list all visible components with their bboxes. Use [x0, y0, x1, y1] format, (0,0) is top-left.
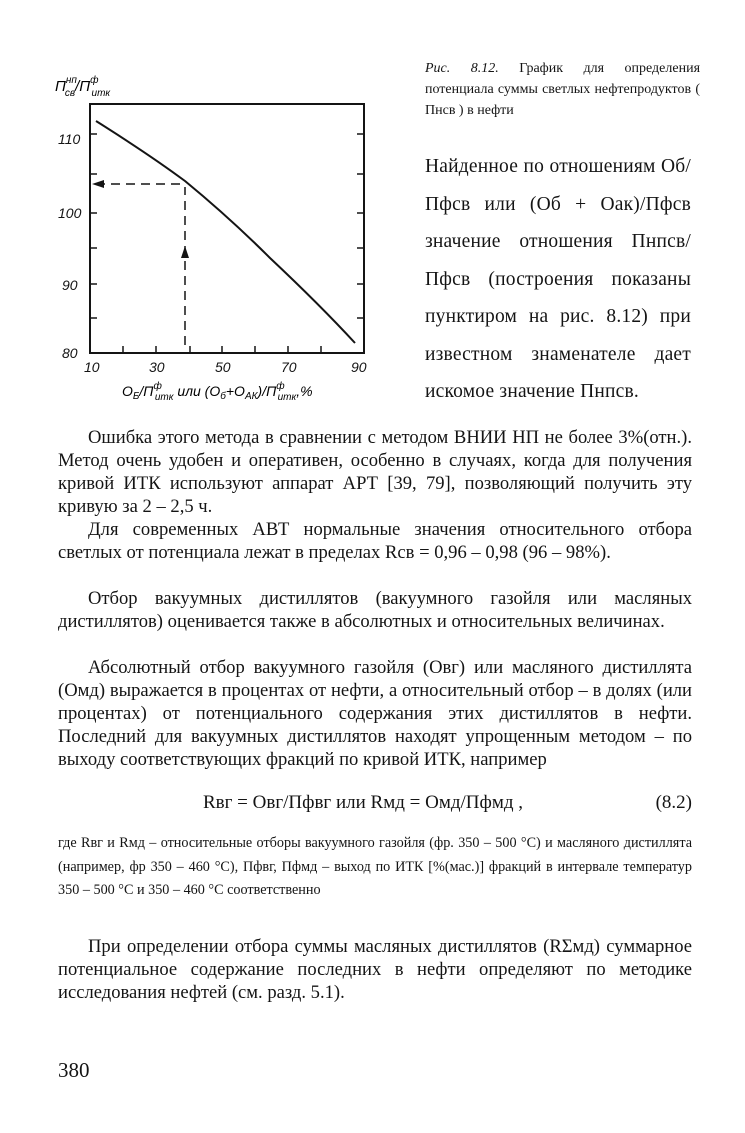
- caption-number: Рис. 8.12.: [425, 61, 499, 76]
- xtick-30: 30: [149, 359, 165, 375]
- arrow-up: [181, 246, 189, 258]
- xtick-90: 90: [351, 359, 367, 375]
- graph-ylabel: $П^{нп}$ $св/П^ф$ итк: [55, 75, 111, 99]
- page-number: 380: [58, 1058, 90, 1082]
- ytick-80: 80: [62, 345, 78, 361]
- graph-curve: [96, 121, 355, 343]
- paragraph-1: Ошибка этого метода в сравнении с методом ВНИИ НП не более 3%(отн.). Метод очень удобен и оперативен, особенно в случаях, когда для получения кривой ИТК используют аппарат АРТ [39, 79], позволяющий получить эту кривую за 2 – 2,5 ч.: [58, 427, 692, 517]
- caption-text: График для определения потенциала суммы светлых нефтепродуктов ( Пнсв ) в нефти: [425, 61, 701, 118]
- arrow-left: [92, 180, 104, 188]
- ytick-100: 100: [58, 205, 82, 221]
- paragraph-4: Абсолютный отбор вакуумного газойля (Овг) или масляного дистиллята (Омд) выражается в процентах от нефти, а относительный отбор – в долях (или процентах) от потенциального содержания этих дистиллятов в нефти. Последний для вакуумных дистиллятов находят упрощенным методом – по выходу соответствующих фракций по кривой ИТК, например: [58, 657, 692, 770]
- graph-y-ticks: [90, 134, 364, 318]
- equation-note: где Rвг и Rмд – относительные отборы вакуумного газойля (фр. 350 – 500 °С) и масляного дистиллята (например, фр 350 – 460 °С), Пфвг, Пфмд – выход по ИТК [%(мас.)] фракций в интервале температур 350 – 500 °С и 350 – 460 °С соответственно: [58, 835, 692, 898]
- figure-graph: [0, 0, 420, 430]
- xtick-10: 10: [84, 359, 100, 375]
- equation-text: Rвг = Овг/Пфвг или Rмд = Омд/Пфмд ,: [203, 792, 524, 813]
- figure-8-12: [0, 0, 420, 430]
- figure-caption: [425, 58, 700, 121]
- paragraph-2: Для современных АВТ нормальные значения относительного отбора светлых от потенциала лежат в пределах Rсв = 0,96 – 0,98 (96 – 98%).: [58, 519, 692, 563]
- paragraph-3: Отбор вакуумных дистиллятов (вакуумного газойля или масляных дистиллятов) оценивается также в абсолютных и относительных величинах.: [58, 588, 692, 632]
- ytick-110: 110: [58, 131, 81, 147]
- xtick-50: 50: [215, 359, 231, 375]
- ytick-90: 90: [62, 277, 78, 293]
- graph-xlabel: $О_Б/П^ф$ итк или $(О_б+О_{АК})/П^ф$ итк,%: [122, 381, 313, 403]
- paragraph-5: При определении отбора суммы масляных дистиллятов (RΣмд) суммарное потенциальное содержание последних в нефти определяют по методике исследования нефтей (см. разд. 5.1).: [58, 936, 692, 1003]
- graph-x-ticks: [123, 346, 321, 353]
- xtick-70: 70: [281, 359, 297, 375]
- graph-frame: [90, 104, 364, 353]
- equation-number: (8.2): [655, 792, 692, 813]
- side-text: Найденное по отношениям Об/Пфсв или (Об + Оак)/Пфсв значение отношения Пнпсв/Пфсв (построения показаны пунктиром на рис. 8.12) при известном знаменателе дает искомое значение Пнпсв.: [425, 156, 691, 402]
